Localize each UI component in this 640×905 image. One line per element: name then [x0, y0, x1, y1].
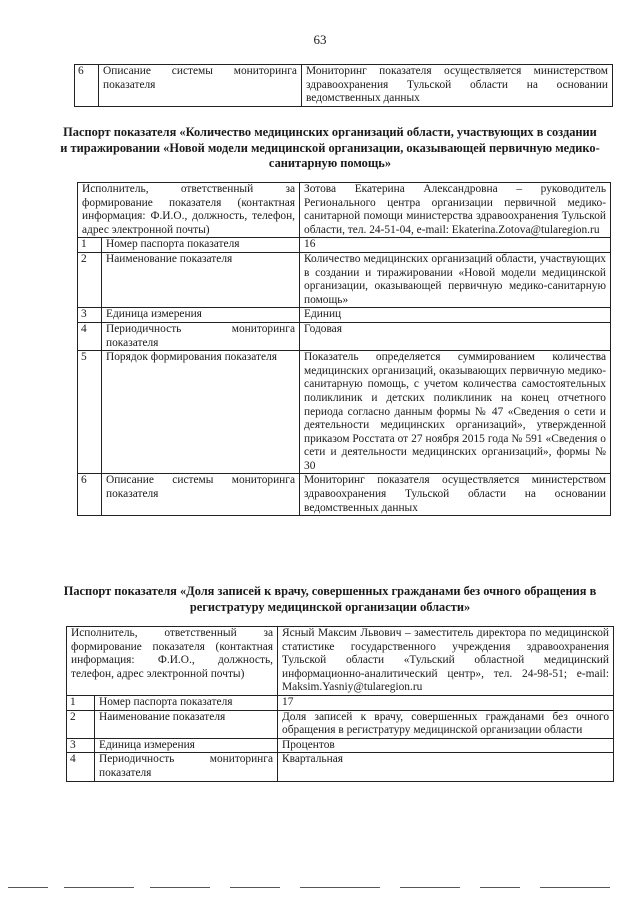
row-value: Годовая — [300, 322, 611, 350]
row-value: Единиц — [300, 308, 611, 323]
passport-1-title: Паспорт показателя «Количество медицинских организаций области, участвующих в создании и тиражировании «Новой модели медицинской организации, оказывающей первичную медико-санитарную помощь» — [60, 125, 600, 170]
scan-line — [480, 887, 520, 888]
executor-label: Исполнитель, ответственный за формирование показателя (контактная информация: Ф.И.О., должность, телефон, адрес электронной почты) — [67, 627, 278, 696]
scan-line — [8, 887, 48, 888]
scan-line — [540, 887, 610, 888]
row-label: Описание системы мониторинга показателя — [99, 65, 302, 107]
row-label: Периодичность мониторинга показателя — [95, 753, 278, 781]
row-value: 17 — [278, 695, 614, 710]
row-label: Описание системы мониторинга показателя — [102, 474, 300, 516]
passport-2-table — [66, 626, 614, 782]
row-value: 16 — [300, 238, 611, 253]
executor-row — [78, 183, 611, 238]
table-row — [67, 695, 614, 710]
row-number: 1 — [67, 695, 95, 710]
row-label: Номер паспорта показателя — [102, 238, 300, 253]
row-number: 3 — [78, 308, 102, 323]
table-row — [78, 252, 611, 307]
row-number: 2 — [67, 710, 95, 738]
scan-line — [150, 887, 210, 888]
row-number: 6 — [75, 65, 99, 107]
table-row — [67, 753, 614, 781]
top-table — [74, 64, 613, 107]
table-row — [78, 238, 611, 253]
scan-line — [64, 887, 134, 888]
row-number: 6 — [78, 474, 102, 516]
executor-row — [67, 627, 614, 696]
row-label: Единица измерения — [102, 308, 300, 323]
row-label: Единица измерения — [95, 738, 278, 753]
executor-value: Зотова Екатерина Александровна – руководитель Регионального центра организации первичной медико-санитарной помощи министерства здравоохранения Тульской области, тел. 24-51-04, e-mail: Ekaterina.Zotova@tularegion.ru — [300, 183, 611, 238]
row-label: Периодичность мониторинга показателя — [102, 322, 300, 350]
table-row — [67, 738, 614, 753]
passport-2-title: Паспорт показателя «Доля записей к врачу, совершенных гражданами без очного обращения в регистратуру медицинской организации области» — [63, 584, 597, 614]
passport-1-table — [77, 182, 611, 516]
row-number: 5 — [78, 351, 102, 474]
scan-line — [230, 887, 280, 888]
row-label: Наименование показателя — [102, 252, 300, 307]
table-row — [78, 322, 611, 350]
table-row — [78, 474, 611, 516]
row-number: 4 — [67, 753, 95, 781]
row-value: Квартальная — [278, 753, 614, 781]
row-number: 4 — [78, 322, 102, 350]
scan-line — [400, 887, 460, 888]
row-value: Мониторинг показателя осуществляется министерством здравоохранения Тульской области на основании ведомственных данных — [300, 474, 611, 516]
table-row — [78, 351, 611, 474]
scan-line — [300, 887, 380, 888]
row-label: Наименование показателя — [95, 710, 278, 738]
row-value: Доля записей к врачу, совершенных гражданами без очного обращения в регистратуру медицинской организации области — [278, 710, 614, 738]
row-value: Количество медицинских организаций области, участвующих в создании и тиражировании «Новой модели медицинской организации, оказывающей первичную медико-санитарную помощь» — [300, 252, 611, 307]
table-row — [75, 65, 613, 107]
row-value: Показатель определяется суммированием количества медицинских организаций, оказывающих первичную медико-санитарную помощь, с учетом количества самостоятельных поликлиник и детских поликлиник на конец отчетного периода согласно данным формы № 47 «Сведения о сети и деятельности медицинских организаций», утвержденной приказом Росстата от 27 ноября 2015 года № 591 «Сведения о сети и деятельности медицинских организаций», формы № 30 — [300, 351, 611, 474]
executor-value: Ясный Максим Львович – заместитель директора по медицинской статистике государственного учреждения здравоохранения Тульской области «Тульский областной медицинский информационно-аналитический центр», тел. 24-98-51; e-mail: Maksim.Yasniy@tularegion.ru — [278, 627, 614, 696]
row-number: 2 — [78, 252, 102, 307]
row-number: 3 — [67, 738, 95, 753]
row-number: 1 — [78, 238, 102, 253]
table-row — [67, 710, 614, 738]
row-label: Порядок формирования показателя — [102, 351, 300, 474]
page-number: 63 — [313, 32, 327, 47]
row-value: Мониторинг показателя осуществляется министерством здравоохранения Тульской области на основании ведомственных данных — [302, 65, 613, 107]
row-value: Процентов — [278, 738, 614, 753]
row-label: Номер паспорта показателя — [95, 695, 278, 710]
executor-label: Исполнитель, ответственный за формирование показателя (контактная информация: Ф.И.О., должность, телефон, адрес электронной почты) — [78, 183, 300, 238]
table-row — [78, 308, 611, 323]
